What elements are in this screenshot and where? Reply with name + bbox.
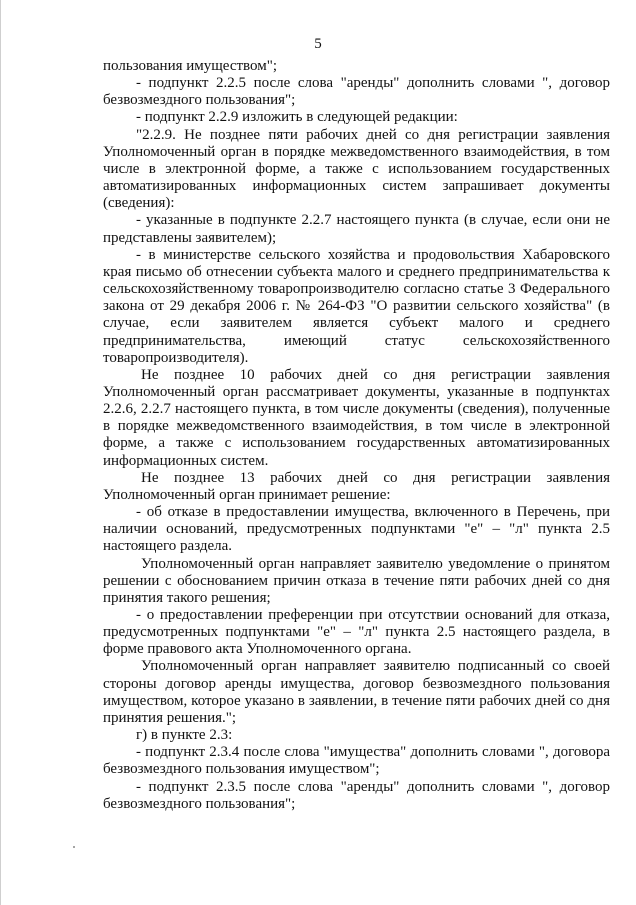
paragraph: - в министерстве сельского хозяйства и продовольствия Хабаровского края письмо об отнесении субъекта малого и среднего предпринимательства к сельскохозяйственному товаропроизводителю согласно статье 3 Федерального закона от 29 декабря 2006 г. № 264-ФЗ "О развитии сельского хозяйства" (в случае, если заявителем является субъект малого и среднего предпринимательства, имеющий статус сельскохозяйственного товаропроизводителя). <box>103 246 610 366</box>
paragraph: - подпункт 2.2.9 изложить в следующей редакции: <box>136 109 458 126</box>
paragraph: - указанные в подпункте 2.2.7 настоящего пункта (в случае, если они не представлены заявителем); <box>103 212 610 246</box>
paragraph: - подпункт 2.2.5 после слова "аренды" дополнить словами ", договор безвозмездного пользования"; <box>103 75 610 109</box>
scan-edge <box>0 0 1 905</box>
paragraph: - о предоставлении преференции при отсутствии оснований для отказа, предусмотренных подпунктами "е" – "л" пункта 2.5 настоящего раздела, в форме правового акта Уполномоченного органа. <box>103 607 610 658</box>
page-number: 5 <box>314 36 322 52</box>
paragraph: "2.2.9. Не позднее пяти рабочих дней со дня регистрации заявления Уполномоченный орган в порядке межведомственного взаимодействия, в том числе в электронной форме, а также с использованием государственных автоматизированных информационных систем запрашивает документы (сведения): <box>103 126 610 212</box>
paragraph: - подпункт 2.3.5 после слова "аренды" дополнить словами ", договор безвозмездного пользования"; <box>103 778 610 812</box>
paragraph: г) в пункте 2.3: <box>136 727 233 744</box>
scan-speck <box>73 846 75 848</box>
paragraph: - подпункт 2.3.4 после слова "имущества" дополнить словами ", договора безвозмездного пользования имуществом"; <box>103 744 610 778</box>
paragraph: Не позднее 13 рабочих дней со дня регистрации заявления Уполномоченный орган принимает решение: <box>103 469 610 503</box>
paragraph: Не позднее 10 рабочих дней со дня регистрации заявления Уполномоченный орган рассматривает документы, указанные в подпунктах 2.2.6, 2.2.7 настоящего пункта, в том числе документы (сведения), полученные в порядке межведомственного взаимодействия, в том числе в электронной форме, а также с использованием государственных автоматизированных информационных систем. <box>103 366 610 469</box>
paragraph: Уполномоченный орган направляет заявителю уведомление о принятом решении с обоснованием причин отказа в течение пяти рабочих дней со дня принятия такого решения; <box>103 555 610 606</box>
paragraph: пользования имуществом"; <box>103 58 278 74</box>
document-body <box>103 58 610 813</box>
paragraph: - об отказе в предоставлении имущества, включенного в Перечень, при наличии оснований, предусмотренных подпунктами "е" – "л" пункта 2.5 настоящего раздела. <box>103 504 610 555</box>
paragraph: Уполномоченный орган направляет заявителю подписанный со своей стороны договор аренды имущества, договор безвозмездного пользования имуществом, которое указано в заявлении, в течение пяти рабочих дней со дня принятия решения."; <box>103 658 610 726</box>
